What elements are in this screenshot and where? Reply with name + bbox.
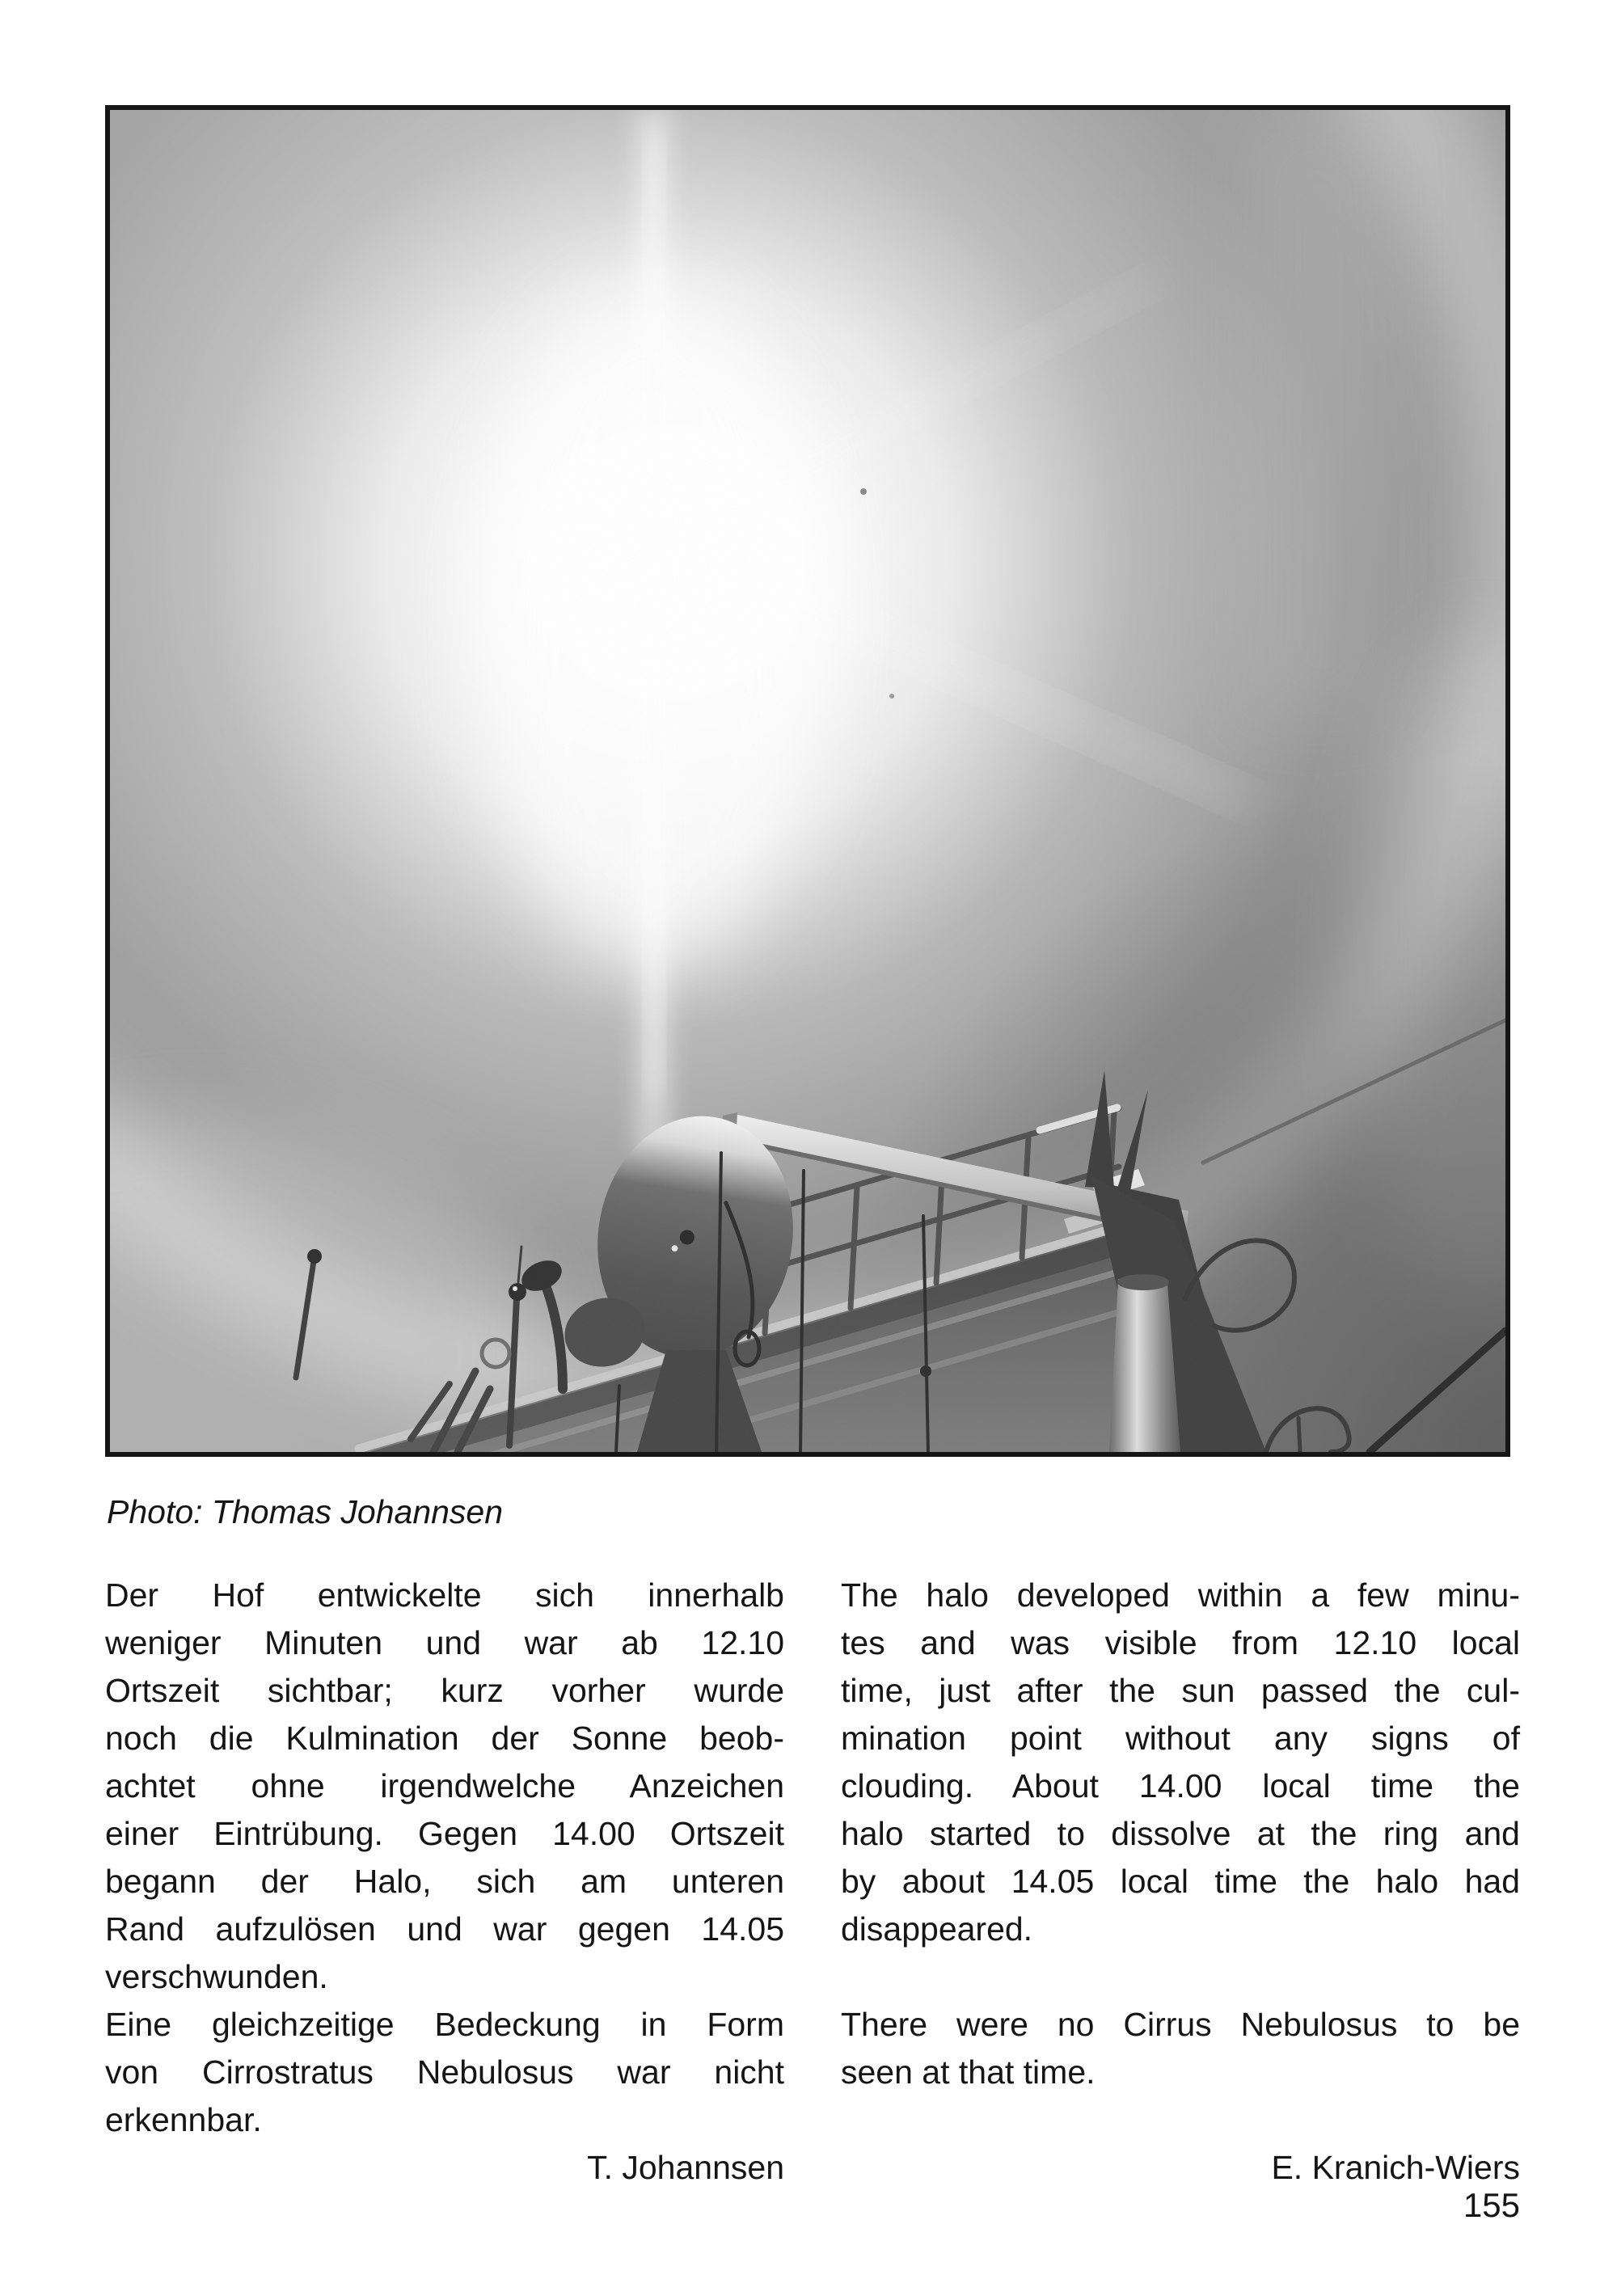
text-line: clouding. About 14.00 local time the	[841, 1767, 1520, 1804]
photo-caption: Photo: Thomas Johannsen	[107, 1493, 504, 1530]
german-signature: T. Johannsen	[587, 2149, 784, 2186]
text-line: by about 14.05 local time the halo had	[841, 1863, 1520, 1900]
text-line: achtet ohne irgendwelche Anzeichen	[105, 1767, 784, 1804]
text-line: Ortszeit sichtbar; kurz vorher wurde	[105, 1672, 784, 1709]
film-grain	[110, 110, 1505, 1452]
text-line: mination point without any signs of	[841, 1720, 1520, 1757]
text-line: The halo developed within a few minu-	[841, 1576, 1520, 1614]
text-line: erkennbar.	[105, 2101, 262, 2138]
text-line: weniger Minuten und war ab 12.10	[105, 1624, 784, 1661]
text-line: noch die Kulmination der Sonne beob-	[105, 1720, 784, 1757]
german-column	[105, 1572, 784, 2192]
page-number: 155	[1463, 2186, 1520, 2224]
text-line: einer Eintrübung. Gegen 14.00 Ortszeit	[105, 1815, 784, 1852]
text-line: Eine gleichzeitige Bedeckung in Form	[105, 2006, 784, 2043]
halo-photograph	[105, 105, 1510, 1457]
text-line: disappeared.	[841, 1910, 1033, 1948]
text-line: verschwunden.	[105, 1958, 328, 1995]
text-line: Der Hof entwickelte sich innerhalb	[105, 1576, 784, 1614]
text-line: There were no Cirrus Nebulosus to be	[841, 2006, 1520, 2043]
text-line: begann der Halo, sich am unteren	[105, 1863, 784, 1900]
halo-photo-graphic	[110, 110, 1505, 1452]
text-line: tes and was visible from 12.10 local	[841, 1624, 1520, 1661]
english-signature: E. Kranich-Wiers	[1271, 2149, 1520, 2186]
text-line: seen at that time.	[841, 2053, 1096, 2091]
text-line: halo started to dissolve at the ring and	[841, 1815, 1520, 1852]
text-line: von Cirrostratus Nebulosus war nicht	[105, 2053, 784, 2091]
text-line: Rand aufzulösen und war gegen 14.05	[105, 1910, 784, 1948]
english-column	[841, 1572, 1520, 2192]
blank-line	[841, 2096, 1520, 2144]
blank-line	[841, 1953, 1520, 2001]
text-line: time, just after the sun passed the cul-	[841, 1672, 1520, 1709]
